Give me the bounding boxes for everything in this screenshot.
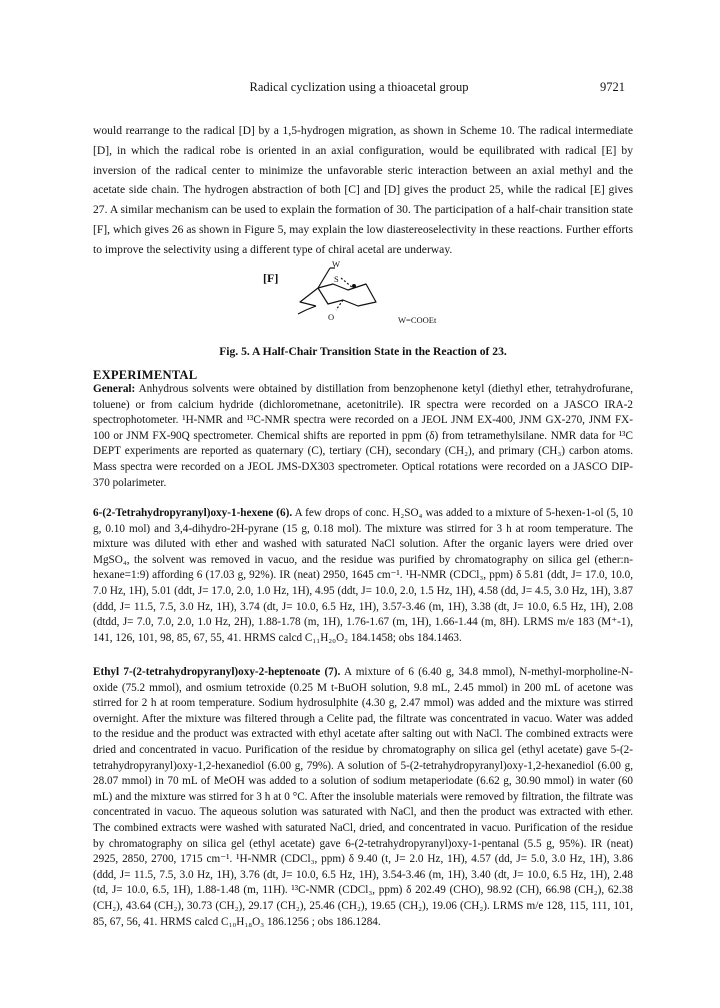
compound-6-paragraph <box>93 506 633 646</box>
page-number: 9721 <box>600 80 625 94</box>
compound-7-paragraph <box>93 665 633 930</box>
general-title: General: <box>93 383 136 395</box>
general-text: Anhydrous solvents were obtained by distillation from benzophenone ketyl (diethyl ether, tetrahydrofurane, toluene) or from calcium hydride (dichlorometnane, acetonitrile). IR spectra were recorded on a JASCO IRA-2 spectrophotometer. ¹H-NMR and ¹³C-NMR spectra were recorded on a JEOL JNM EX-400, JNM GX-270, JNM FX-100 or JNM FX-90Q spectrometer. Chemical shifts are reported in ppm (δ) from tetramethylsilane. NMR data for ¹³C DEPT experiments are reported as quaternary (C), tertiary (CH), secondary (CH₂), and primary (CH₃) carbon atoms. Mass spectra were recorded on a JEOL JMS-DX303 spectrometer. Optical rotations were recorded on a JASCO DIP-370 polarimeter. <box>93 383 633 489</box>
figure-caption: Fig. 5. A Half-Chair Transition State in the Reaction of 23. <box>219 345 507 358</box>
general-paragraph <box>93 382 633 491</box>
compound-7-text: A mixture of 6 (6.40 g, 34.8 mmol), N-methyl-morpholine-N-oxide (75.2 mmol), and osmium tetroxide (0.25 M t-BuOH solution, 9.8 mL, 2.45 mmol) in 200 mL of acetone was stirred for 2 h at room temperature. Sodium hydrosulphite (4.30 g, 2.47 mmol) was added and the mixture was stirred overnight. After the mixture was filtered through a Celite pad, the filtrate was concentrated in vacuo. Water was added to the residue and the product was extracted with ethyl acetate after salting out with NaCl. The combined extracts were dried and concentrated in vacuo. Purification of the residue by chromatography on silica gel (ethyl acetate) gave 5-(2-tetrahydropyranyl)oxy-1,2-hexanediol (6.00 g, 79%). A solution of 5-(2-tetrahydropyranyl)oxy-1,2-hexanediol (6.00 g, 28.07 mmol) in 70 mL of MeOH was added to a solution of sodium metaperiodate (6.62 g, 30.90 mmol) in water (60 mL) and the mixture was stirred for 3 h at 0 °C. After the insoluble materials were removed by filtration, the filtrate was concentrated in vacuo. The aqueous solution was saturated with NaCl, and then the product was extracted with ether. The combined extracts were washed with saturated NaCl, dried, and concentrated in vacuo. Purification of the residue by chromatography on silica gel (ethyl acetate) gave 6-(2-tetrahydropyranyl)oxy-1-pentanal (5.5 g, 95%). IR (neat) 2925, 2850, 2700, 1715 cm⁻¹. ¹H-NMR (CDCl₃, ppm) δ 9.40 (t, J= 2.0 Hz, 1H), 4.57 (dd, J= 5.0, 3.0 Hz, 1H), 3.86 (ddd, J= 11.5, 7.5, 3.0 Hz, 1H), 3.76 (dt, J= 10.0, 6.5 Hz, 1H), 3.54-3.46 (m, 1H), 3.40 (dt, J= 10.0, 6.5 Hz, 1H), 2.48 (td, J= 10.0, 6.5, 1H), 1.88-1.48 (m, 11H). ¹³C-NMR (CDCl₃, ppm) δ 202.49 (CHO), 98.92 (CH), 66.98 (CH₂), 62.38 (CH₂), 43.64 (CH₂), 30.73 (CH₂), 29.17 (CH₂), 25.46 (CH₂), 19.65 (CH₂), 19.06 (CH₂). LRMS m/e 128, 115, 111, 101, 85, 67, 56, 41. HRMS calcd C₁₀H₁₈O₃ 186.1256 ; obs 186.1284. <box>93 666 633 928</box>
half-chair-structure <box>288 258 398 330</box>
atom-s: S <box>334 274 339 284</box>
compound-7-title: Ethyl 7-(2-tetrahydropyranyl)oxy-2-heptenoate (7). <box>93 666 341 678</box>
figure-label: [F] <box>263 271 279 285</box>
compound-6-title: 6-(2-Tetrahydropyranyl)oxy-1-hexene (6). <box>93 507 293 519</box>
intro-paragraph: would rearrange to the radical [D] by a 1,5-hydrogen migration, as shown in Scheme 10. The radical intermediate [D], in which the radical robe is oriented in an axial configuration, would be equilibrated with radical [E] by inversion of the radical center to minimize the unfavorable steric interaction between an axial methyl and the acetate side chain. The hydrogen abstraction of both [C] and [D] gives the product 25, while the radical [E] gives 27. A similar mechanism can be used to explain the formation of 30. The participation of a half-chair transition state [F], which gives 26 as shown in Figure 5, may explain the low diastereoselectivity in these reactions. Further efforts to improve the selectivity using a different type of chiral acetal are underway. <box>93 124 633 256</box>
figure-key: W=COOEt <box>398 315 437 325</box>
section-heading: EXPERIMENTAL <box>93 368 198 382</box>
atom-w: W <box>332 259 341 269</box>
atom-o: O <box>328 312 335 322</box>
figure-5 <box>93 258 633 333</box>
compound-6-text: A few drops of conc. H₂SO₄ was added to a mixture of 5-hexen-1-ol (5, 10 g, 0.10 mol) and 3,4-dihydro-2H-pyrane (15 g, 0.18 mol). The mixture was stirred for 3 h at room temperature. The mixture was diluted with ether and washed with saturated NaCl solution. After the organic layers were dried over MgSO₄, the solvent was removed in vacuo, and the residue was purified by chromatography on silica gel (ether:n-hexane=1:9) affording 6 (17.03 g, 92%). IR (neat) 2950, 1645 cm⁻¹. ¹H-NMR (CDCl₃, ppm) δ 5.81 (ddt, J= 17.0, 10.0, 7.0 Hz, 1H), 5.01 (ddt, J= 17.0, 2.0, 1.0 Hz, 1H), 4.95 (ddt, J= 10.0, 2.0, 1.5 Hz, 1H), 4.58 (dd, J= 4.5, 3.0 Hz, 1H), 3.87 (ddd, J= 11.5, 7.5, 3.0 Hz, 1H), 3.74 (dt, J= 10.0, 6.5 Hz, 1H), 3.57-3.46 (m, 1H), 3.38 (dt, J= 10.0, 6.5 Hz, 1H), 2.08 (dtdd, J= 7.0, 7.0, 2.0, 1.0 Hz, 2H), 1.88-1.78 (m, 1H), 1.76-1.67 (m, 1H), 1.66-1.44 (m, 8H). LRMS m/e 183 (M⁺-1), 141, 126, 101, 98, 85, 67, 55, 41. HRMS calcd C₁₁H₂₀O₂ 184.1458; obs 184.1463. <box>93 507 633 644</box>
running-title: Radical cyclization using a thioacetal group <box>249 80 469 94</box>
running-head <box>93 80 625 96</box>
